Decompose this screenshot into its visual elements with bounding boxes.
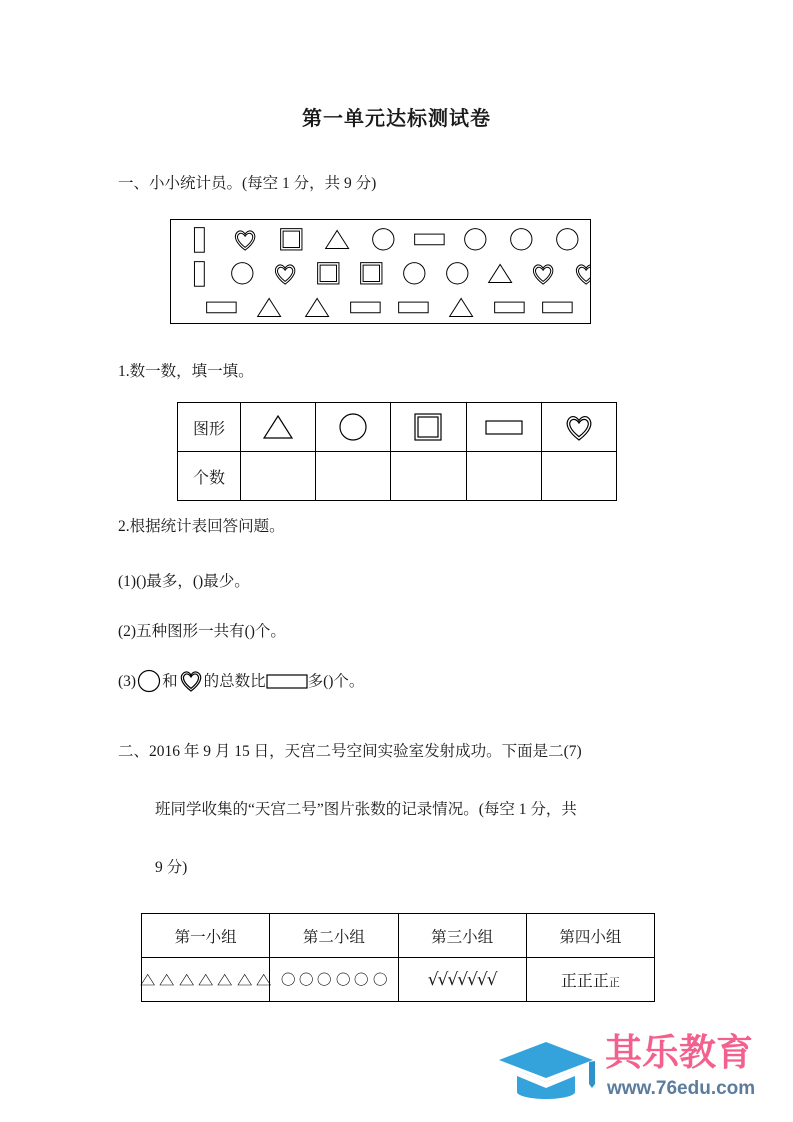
triangle-icon (237, 973, 252, 986)
section-two-line-3: 9 分) (155, 859, 188, 876)
watermark-url-text: www.76edu.com (607, 1078, 756, 1099)
heart-icon (566, 256, 591, 291)
circle-icon (281, 972, 295, 986)
triangle-icon (441, 290, 481, 324)
check-mark-group: √√√√√√√ (427, 969, 497, 990)
watermark-brand-text: 其乐教育 (605, 1032, 753, 1073)
table-row-shape (178, 403, 617, 452)
group-marks-checks (398, 958, 526, 1002)
rectangle-icon (266, 670, 308, 692)
triangle-mark-group (142, 958, 269, 1001)
circle-icon (455, 222, 495, 257)
triangle-icon (179, 973, 194, 986)
count-table-shape-cell (541, 403, 616, 452)
square-icon (391, 403, 465, 451)
circle-icon (363, 222, 403, 257)
circle-icon (299, 972, 313, 986)
circle-icon (316, 403, 390, 451)
tally-full: 正正正 (560, 973, 609, 990)
graduation-cap-icon (497, 1038, 595, 1100)
question-1-label: 1.数一数，填一填。 (118, 363, 254, 380)
square-icon (271, 222, 311, 257)
count-input-cell[interactable] (541, 452, 616, 501)
square-icon (351, 256, 391, 291)
page-title: 第一单元达标测试卷 (302, 108, 491, 130)
count-table-shape-cell (241, 403, 316, 452)
table-row-marks (142, 958, 655, 1002)
heart-icon (265, 256, 305, 291)
circle-icon (222, 256, 262, 291)
heart-icon (523, 256, 563, 291)
count-input-cell[interactable] (241, 452, 316, 501)
circle-icon (547, 222, 587, 257)
count-table-shape-cell (316, 403, 391, 452)
circle-icon (336, 972, 350, 986)
heart-icon (542, 403, 616, 451)
circle-icon (394, 256, 434, 291)
vrect-icon (179, 256, 219, 291)
triangle-icon (241, 403, 315, 451)
triangle-icon (297, 290, 337, 324)
group-header-cell: 第二小组 (270, 914, 398, 958)
table-row-count (178, 452, 617, 501)
count-table-label-count: 个数 (178, 452, 241, 501)
q3-lead: (3) (118, 673, 137, 690)
count-input-cell[interactable] (466, 452, 541, 501)
hrect-icon (201, 290, 241, 324)
group-marks-triangles (142, 958, 270, 1002)
q3-mid: 和 (162, 673, 178, 690)
hrect-icon (393, 290, 433, 324)
count-table-shape-cell (391, 403, 466, 452)
shapes-pool-row-2 (171, 256, 590, 291)
q3-tail: 多()个。 (307, 673, 365, 690)
triangle-icon (140, 973, 155, 986)
question-2-item-2: (2)五种图形一共有()个。 (118, 623, 286, 640)
group-header-cell: 第一小组 (142, 914, 270, 958)
table-row-header (142, 914, 655, 958)
group-header-cell: 第三小组 (398, 914, 526, 958)
question-2-item-1: (1)()最多，()最少。 (118, 573, 250, 590)
shapes-pool-box (170, 219, 591, 324)
triangle-icon (249, 290, 289, 324)
group-marks-circles (270, 958, 398, 1002)
section-one-heading: 一、小小统计员。(每空 1 分，共 9 分) (118, 175, 377, 192)
square-icon (308, 256, 348, 291)
group-marks-tally (526, 958, 654, 1002)
shapes-pool-row-3 (171, 290, 590, 324)
section-two-line-2: 班同学收集的“天宫二号”图片张数的记录情况。(每空 1 分，共 (155, 801, 577, 818)
hrect-icon (345, 290, 385, 324)
hrect-icon (467, 403, 541, 451)
watermark-logo (497, 1032, 777, 1106)
section-two-line-1: 二、2016 年 9 月 15 日，天宫二号空间实验室发射成功。下面是二(7) (118, 743, 582, 760)
count-table-shape-cell (466, 403, 541, 452)
circle-mark-group (270, 958, 397, 1001)
question-2-label: 2.根据统计表回答问题。 (118, 518, 285, 535)
tally-mark-group (561, 973, 620, 990)
count-table (177, 402, 617, 501)
triangle-icon (159, 973, 174, 986)
triangle-icon (256, 973, 271, 986)
circle-icon (437, 256, 477, 291)
triangle-icon (198, 973, 213, 986)
circle-icon (354, 972, 368, 986)
heart-icon (225, 222, 265, 257)
triangle-icon (217, 973, 232, 986)
heart-icon (178, 669, 204, 693)
circle-icon (501, 222, 541, 257)
circle-icon (373, 972, 387, 986)
q3-mid2: 的总数比 (203, 673, 266, 690)
count-input-cell[interactable] (316, 452, 391, 501)
count-input-cell[interactable] (391, 452, 466, 501)
hrect-icon (537, 290, 577, 324)
hrect-icon (409, 222, 449, 257)
group-table (141, 913, 655, 1002)
triangle-icon (317, 222, 357, 257)
triangle-icon (480, 256, 520, 291)
tally-partial: 正 (608, 977, 620, 989)
circle-icon (317, 972, 331, 986)
circle-icon (136, 669, 162, 693)
question-2-item-3 (118, 670, 364, 694)
shapes-pool-row-1 (171, 222, 590, 257)
hrect-icon (489, 290, 529, 324)
vrect-icon (179, 222, 219, 257)
count-table-label-shape: 图形 (178, 403, 241, 452)
group-header-cell: 第四小组 (526, 914, 654, 958)
